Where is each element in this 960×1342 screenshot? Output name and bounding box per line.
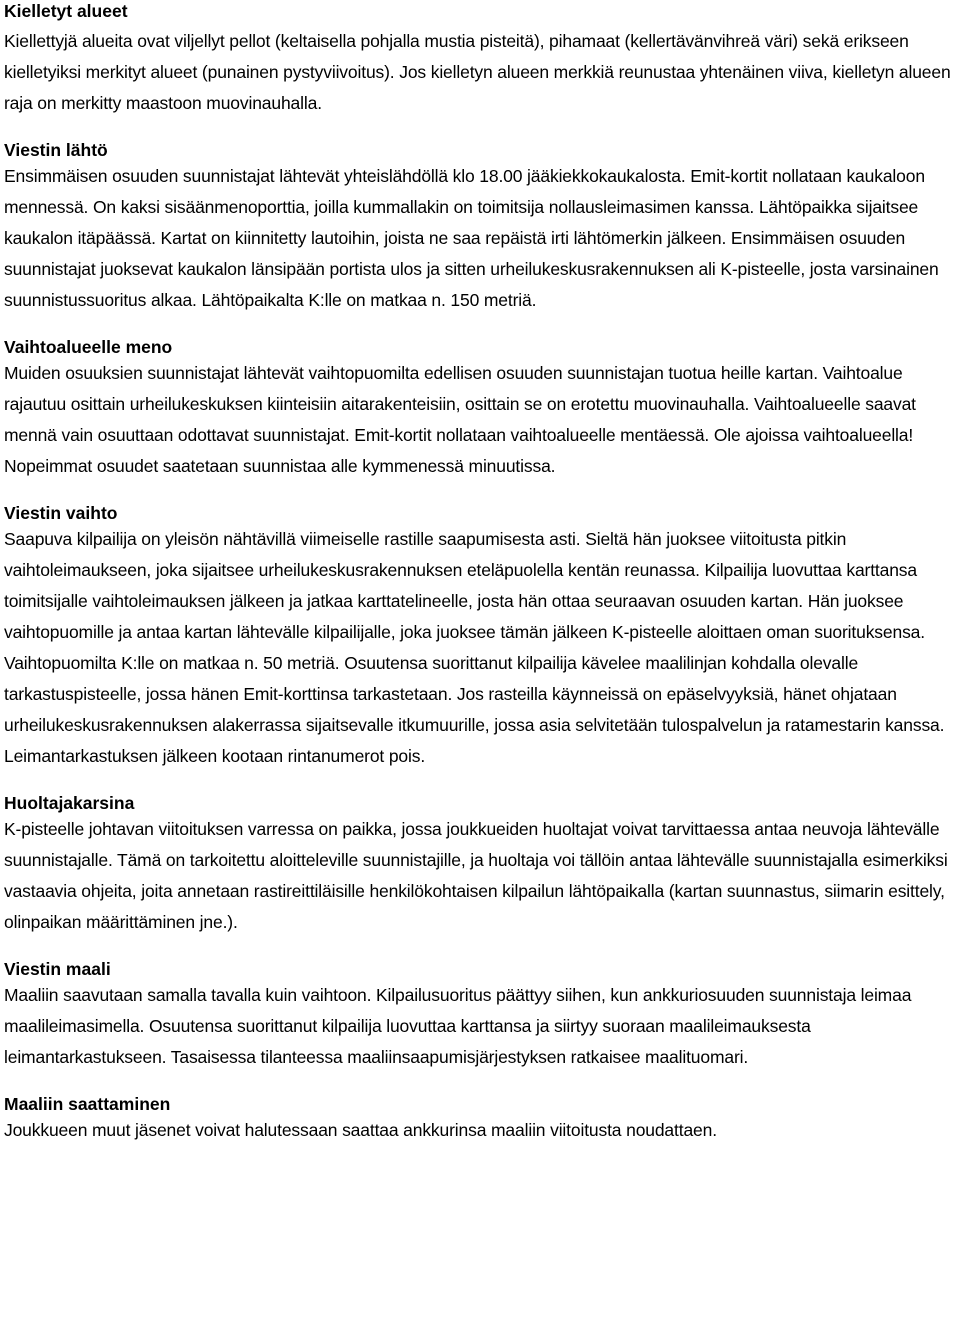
section-text: Kiellettyjä alueita ovat viljellyt pellot (keltaisella pohjalla mustia pisteitä), pihamaat (kellertävänvihreä väri) sekä erikseen kielletyiksi merkityt alueet (punainen pystyviivoitus). Jos kielletyn alueen merkkiä reunustaa yhtenäinen viiva, kielletyn alueen raja on merkitty maastoon muovinauhalla. (4, 31, 951, 113)
section-kielletyt-alueet (4, 0, 958, 119)
section-text: Ensimmäisen osuuden suunnistajat lähtevät yhteislähdöllä klo 18.00 jääkiekkokaukalosta. Emit-kortit nollataan kaukaloon mennessä. On kaksi sisäänmenoporttia, joilla kummallakin on toimitsija nollausleimasimen kanssa. Lähtöpaikka sijaitsee kaukalon itäpäässä. Kartat on kiinnitetty lautoihin, joista ne saa repäistä irti lähtömerkin jälkeen. Ensimmäisen osuuden suunnistajat juoksevat kaukalon länsipään portista ulos ja sitten urheilukeskusrakennuksen ali K-pisteelle, josta varsinainen suunnistussuoritus alkaa. Lähtöpaikalta K:lle on matkaa n. 150 metriä. (4, 166, 939, 310)
section-title: Viestin vaihto (4, 503, 118, 523)
section-title: Huoltajakarsina (4, 793, 135, 813)
section-vaihtoalueelle-meno (4, 336, 958, 482)
section-text: Muiden osuuksien suunnistajat lähtevät vaihtopuomilta edellisen osuuden suunnistajan tuotua heille kartan. Vaihtoalue rajautuu osittain urheilukeskuksen kiinteisiin aitarakenteisiin, osittain se on erotettu muovinauhalla. Vaihtoalueelle saavat mennä vain osuuttaan odottavat suunnistajat. Emit-kortit nollataan vaihtoalueelle mentäessä. Ole ajoissa vaihtoalueella! Nopeimmat osuudet saatetaan suunnistaa alle kymmenessä minuutissa. (4, 363, 916, 476)
section-title: Viestin lähtö (4, 140, 108, 160)
section-viestin-maali (4, 958, 958, 1073)
section-viestin-lahto (4, 139, 958, 316)
section-title: Vaihtoalueelle meno (4, 337, 173, 357)
section-viestin-vaihto (4, 502, 958, 772)
section-title: Kielletyt alueet (4, 1, 128, 21)
section-title: Maaliin saattaminen (4, 1094, 171, 1114)
section-text: Joukkueen muut jäsenet voivat halutessaan saattaa ankkurinsa maaliin viitoitusta noudattaen. (4, 1120, 717, 1140)
section-text: Maaliin saavutaan samalla tavalla kuin vaihtoon. Kilpailusuoritus päättyy siihen, kun ankkuriosuuden suunnistaja leimaa maalileimasimella. Osuutensa suorittanut kilpailija luovuttaa karttansa ja siirtyy suoraan maalileimauksesta leimantarkastukseen. Tasaisessa tilanteessa maaliinsaapumisjärjestyksen ratkaisee maalituomari. (4, 985, 912, 1067)
section-text: Saapuva kilpailija on yleisön nähtävillä viimeiselle rastille saapumisesta asti. Sieltä hän juoksee viitoitusta pitkin vaihtoleimaukseen, joka sijaitsee urheilukeskusrakennuksen eteläpuolella kentän reunassa. Kilpailija luovuttaa karttansa toimitsijalle vaihtoleimauksen jälkeen ja jatkaa karttatelineelle, josta hän ottaa seuraavan osuuden kartan. Hän juoksee vaihtopuomille ja antaa kartan lähtevälle kilpailijalle, joka juoksee tämän jälkeen K-pisteelle aloittaen oman suorituksensa. Vaihtopuomilta K:lle on matkaa n. 50 metriä. Osuutensa suorittanut kilpailija kävelee maalilinjan kohdalla olevalle tarkastuspisteelle, jossa hänen Emit-korttinsa tarkastetaan. Jos rasteilla käynneissä on epäselvyyksiä, hänet ohjataan urheilukeskusrakennuksen alakerrassa sijaitsevalle itkumuurille, jossa asia selvitetään tulospalvelun ja ratamestarin kanssa. Leimantarkastuksen jälkeen kootaan rintanumerot pois. (4, 529, 945, 766)
section-maaliin-saattaminen (4, 1093, 958, 1146)
document-page (4, 0, 958, 1146)
section-text: K-pisteelle johtavan viitoituksen varressa on paikka, jossa joukkueiden huoltajat voivat tarvittaessa antaa neuvoja lähtevälle suunnistajalle. Tämä on tarkoitettu aloitteleville suunnistajille, ja huoltaja voi tällöin antaa lähtevälle suunnistajalla esimerkiksi vastaavia ohjeita, joita annetaan rastireittiläisille henkilökohtaisen kilpailun lähtöpaikalla (kartan suunnastus, siimarin esittely, olinpaikan määrittäminen jne.). (4, 819, 948, 932)
section-huoltajakarsina (4, 792, 958, 938)
section-title: Viestin maali (4, 959, 111, 979)
